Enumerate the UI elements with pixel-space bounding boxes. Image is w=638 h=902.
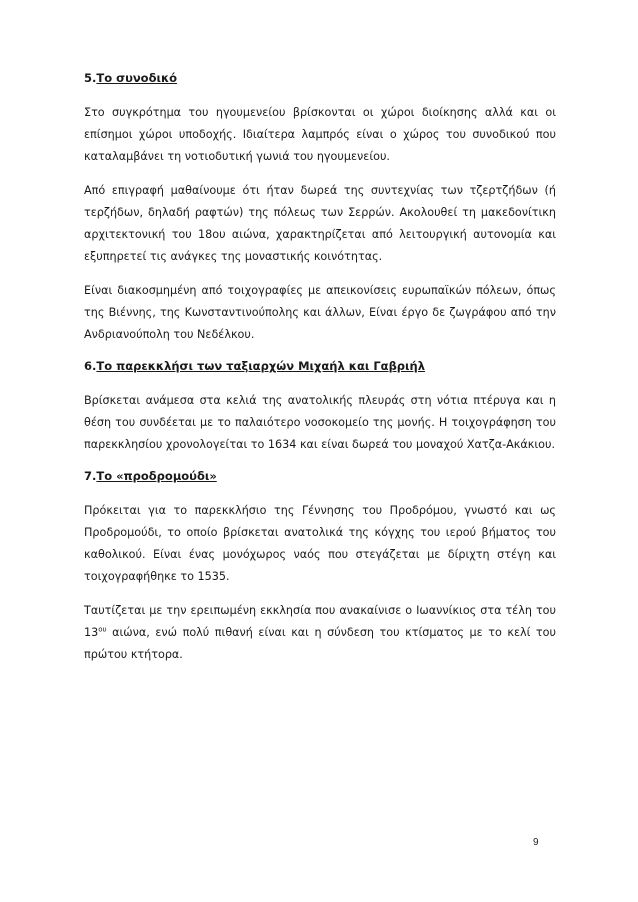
paragraph: Από επιγραφή μαθαίνουμε ότι ήταν δωρεά της συντεχνίας των τζερτζήδων (ή τερζήδων, δηλαδή ραφτών) της πόλεως των Σερρών. Ακολουθεί τη μακεδονίτικη αρχιτεκτονική του 18ου αιώνα, χαρακτηρίζεται από λειτουργική αυτονομία και εξυπηρετεί τις ανάγκες της μοναστικής κοινότητας. xyxy=(84,184,556,263)
section-title: Το συνοδικό xyxy=(96,71,178,85)
paragraph: Βρίσκεται ανάμεσα στα κελιά της ανατολικής πλευράς στη νότια πτέρυγα και η θέση του συνδέεται με το παλαιότερο νοσοκομείο της μονής. Η τοιχογράφηση του παρεκκλησίου χρονολογείται το 1634 και είναι δωρεά του μοναχού Χατζα-Ακάκιου. xyxy=(84,394,556,451)
page-number: 9 xyxy=(533,837,539,848)
section-heading-7 xyxy=(84,468,556,484)
text-before: Ταυτίζεται με την ερειπωμένη εκκλησία που ανακαίνισε ο Ιωαννίκιος στα τέλη του 13 xyxy=(84,604,556,639)
paragraph: Στο συγκρότημα του ηγουμενείου βρίσκονται οι χώροι διοίκησης αλλά και οι επίσημοι χώροι υποδοχής. Ιδιαίτερα λαμπρός είναι ο χώρος του συνοδικού που καταλαμβάνει τη νοτιοδυτική γωνιά του ηγουμενείου. xyxy=(84,106,556,163)
section-title: Το «προδρομούδι» xyxy=(96,469,217,483)
section-heading-5 xyxy=(84,70,556,86)
superscript: ου xyxy=(98,625,107,634)
section-heading-6 xyxy=(84,358,556,374)
section-number: 7. xyxy=(84,469,97,483)
text-after: αιώνα, ενώ πολύ πιθανή είναι και η σύνδεση του κτίσματος με το κελί του πρώτου κτήτορα. xyxy=(84,626,556,661)
section-number: 6. xyxy=(84,359,97,373)
section-number: 5. xyxy=(84,71,97,85)
paragraph-with-superscript xyxy=(84,600,556,666)
document-body xyxy=(84,70,556,678)
paragraph: Είναι διακοσμημένη από τοιχογραφίες με απεικονίσεις ευρωπαϊκών πόλεων, όπως της Βιέννης, της Κωνσταντινούπολης και άλλων, Είναι έργο δε ζωγράφου από την Ανδριανούπολη του Νεδέλκου. xyxy=(84,284,556,341)
section-title: Το παρεκκλήσι των ταξιαρχών Μιχαήλ και Γαβριήλ xyxy=(96,359,425,373)
paragraph: Πρόκειται για το παρεκκλήσιο της Γέννησης του Προδρόμου, γνωστό και ως Προδρομούδι, το οποίο βρίσκεται ανατολικά της κόγχης του ιερού βήματος του καθολικού. Είναι ένας μονόχωρος ναός που στεγάζεται με δίριχτη στέγη και τοιχογραφήθηκε το 1535. xyxy=(84,504,556,583)
